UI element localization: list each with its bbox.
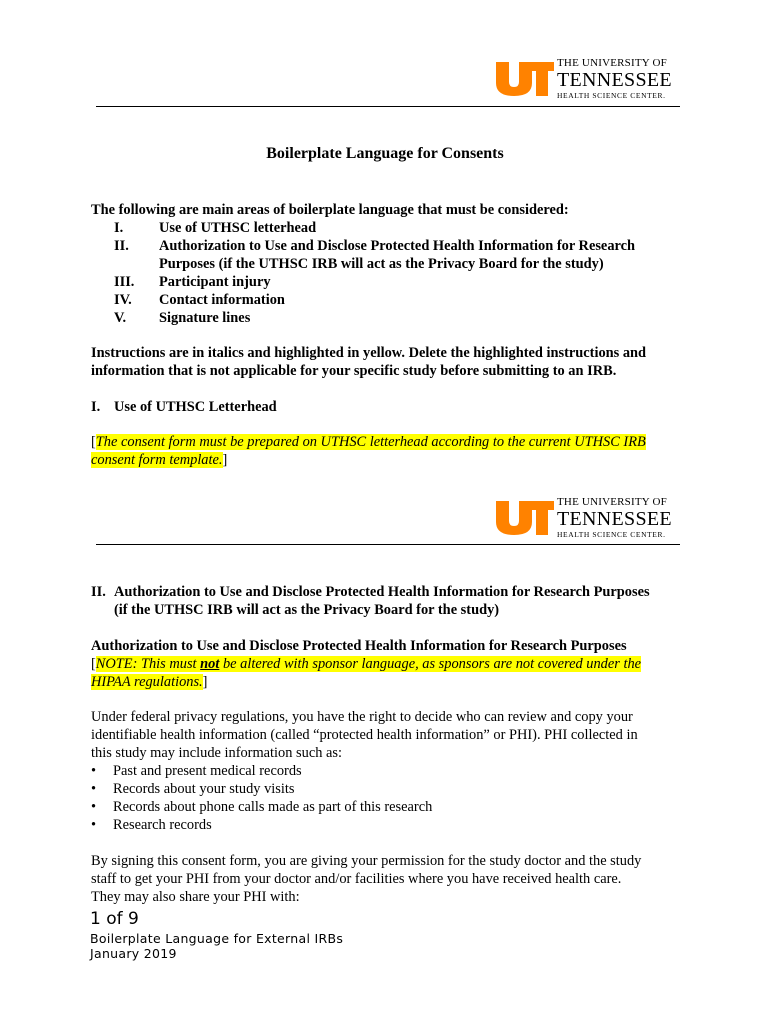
logo-line-2: TENNESSEE — [557, 508, 672, 530]
highlighted-instruction: NOTE: This must not be altered with sponsor language, as sponsors are not covered under the — [95, 656, 642, 672]
highlighted-instruction: HIPAA regulations. — [91, 674, 203, 690]
section-2-note-line-1: [NOTE: This must not be altered with sponsor language, as sponsors are not covered under the — [91, 656, 642, 672]
area-text: Participant injury — [159, 274, 271, 290]
sample-letterhead-rule — [96, 544, 680, 545]
area-num: II. — [114, 238, 129, 254]
area-num: I. — [114, 220, 124, 236]
bullet-icon: • — [91, 763, 97, 779]
highlighted-instruction: consent form template. — [91, 452, 223, 468]
area-num: III. — [114, 274, 135, 290]
logo-line-3: HEALTH SCIENCE CENTER. — [557, 91, 666, 100]
section-1-heading: Use of UTHSC Letterhead — [114, 399, 277, 415]
page-title: Boilerplate Language for Consents — [266, 145, 504, 162]
section-2-note-line-2: HIPAA regulations.] — [91, 674, 208, 690]
page-number: 1 of 9 — [90, 909, 139, 929]
document-page: THE UNIVERSITY OF TENNESSEE HEALTH SCIENCE CENTER. Boilerplate Language for Consents The following are main areas of boilerplate language that must be considered: I. Use of UTHSC letterhead II. Authorization to Use and Disclose Protected Health Information for Research Purposes (if the UTHSC IRB will act as the Privacy Board for the study) III. Participant injury IV. Contact information V. Signature lines Instructions are in italics and highlighted in yellow. Delete the highlighted instructions and information that is not applicable for your specific study before submitting to an IRB. I. Use of UTHSC Letterhead [The consent form must be prepared on UTHSC letterhead according to the current UTHSC IRB consent form template.] THE UNIVERSITY OF TENNESSEE HEALTH SCIENCE CENTER. II. Authorization to Use and Disclose Protected Health Information for Research Purposes (if the UTHSC IRB will act as the Privacy Board for the study) Authorization to Use and Disclose Protected Health Information for Research Purposes [NOTE: This must not be altered with sponsor language, as sponsors are not covered under the HIPAA regulations.] Under federal privacy regulations, you have the right to decide who can review and copy your identifiable health information (called “protected health information” or PHI). PHI collected in this study may include information such as: • Past and present medical records • Records about your study visits • Records about phone calls made as part of this research • Research records By signing this consent form, you are giving your permission for the study doctor and the study staff to get your PHI from your doctor and/or facilities where you have received health care. They may also share your PHI with: 1 of 9 Boilerplate Language for External IRBs January 2019 — [0, 0, 770, 1024]
footer-doc-title: Boilerplate Language for External IRBs — [90, 931, 344, 946]
section-1-note-line-1: [The consent form must be prepared on UTHSC letterhead according to the current UTHSC IRB — [91, 434, 646, 450]
area-num: IV. — [114, 292, 132, 308]
instructions-line-2: information that is not applicable for your specific study before submitting to an IRB. — [91, 363, 617, 379]
instructions-line-1: Instructions are in italics and highlighted in yellow. Delete the highlighted instructions and — [91, 345, 647, 361]
para-2-line-2: staff to get your PHI from your doctor and/or facilities where you have received health care. — [91, 871, 622, 887]
ut-logo-icon — [496, 501, 554, 535]
letterhead-rule — [96, 106, 680, 107]
area-text: Contact information — [159, 292, 285, 308]
para-1-line-3: this study may include information such as: — [91, 745, 342, 761]
para-1-line-2: identifiable health information (called “protected health information” or PHI). PHI collected in — [91, 727, 638, 743]
area-text: Use of UTHSC letterhead — [159, 220, 317, 236]
bullet-icon: • — [91, 781, 97, 797]
area-text: Signature lines — [159, 310, 251, 326]
section-2-heading-line-2: (if the UTHSC IRB will act as the Privacy Board for the study) — [114, 602, 500, 618]
para-2-line-3: They may also share your PHI with: — [91, 889, 300, 905]
section-1-num: I. — [91, 399, 101, 415]
bullet-icon: • — [91, 817, 97, 833]
area-num: V. — [114, 310, 127, 326]
logo-line-1: THE UNIVERSITY OF — [557, 496, 667, 508]
highlighted-instruction: The consent form must be prepared on UTHSC letterhead according to the current UTHSC IRB — [95, 434, 646, 450]
area-text: Authorization to Use and Disclose Protected Health Information for Research — [159, 238, 636, 254]
area-text-cont: Purposes (if the UTHSC IRB will act as the Privacy Board for the study) — [159, 256, 604, 272]
uthsc-logo-sample — [496, 497, 672, 539]
para-1-line-1: Under federal privacy regulations, you have the right to decide who can review and copy your — [91, 709, 633, 725]
logo-line-3: HEALTH SCIENCE CENTER. — [557, 530, 666, 539]
section-2-num: II. — [91, 584, 106, 600]
section-2-subheading: Authorization to Use and Disclose Protected Health Information for Research Purposes — [91, 638, 627, 654]
bullet-icon: • — [91, 799, 97, 815]
para-2-line-1: By signing this consent form, you are giving your permission for the study doctor and the study — [91, 853, 642, 869]
intro-text: The following are main areas of boilerplate language that must be considered: — [91, 202, 569, 218]
logo-line-1: THE UNIVERSITY OF — [557, 57, 667, 69]
section-2-heading-line-1: Authorization to Use and Disclose Protected Health Information for Research Purposes — [114, 584, 650, 600]
section-1-note-line-2: consent form template.] — [91, 452, 228, 468]
footer-date: January 2019 — [90, 946, 177, 961]
uthsc-logo-top — [496, 58, 672, 100]
ut-logo-icon — [496, 62, 554, 96]
logo-line-2: TENNESSEE — [557, 69, 672, 91]
